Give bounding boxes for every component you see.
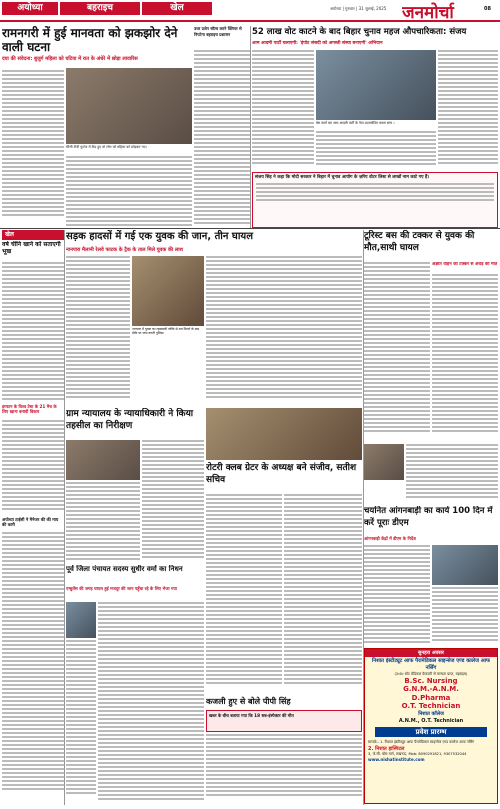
ram-story-header — [2, 26, 192, 66]
police-subhead-box — [206, 710, 362, 732]
bahraich-highlight-text: संजय सिंह ने कहा कि मोदी सरकार ने बिहार में चुनाव आयोग के ज़रिए वोटर लिस्ट से लाखों नाम काटे गए हैं। — [255, 175, 430, 180]
tab-khel[interactable]: खेल — [142, 2, 212, 15]
masthead-logo: जनमोर्चा — [402, 3, 454, 20]
left-subhead: इरफान के विश्व टेस्ट के 21 मैच के लिए खाना बनायी विकार — [2, 404, 57, 415]
ram-body-col2 — [66, 156, 192, 228]
bus-body-col1 — [364, 262, 430, 442]
bahraich-body-col2 — [316, 131, 436, 171]
bahraich-subhead: आम आदमी पार्टी चलाएगी: 'इंपोट संसदी को अगस्ती संस्था बनाएगी' अभियान — [252, 41, 383, 46]
page-number: 08 — [484, 6, 491, 12]
aap-press-photo — [316, 50, 436, 120]
ad-college-label: निशात कॉलेज — [418, 710, 444, 717]
header-rule — [0, 20, 500, 22]
ad-course-bsc: B.Sc. Nursing — [404, 676, 458, 685]
police-subhead: खबर के बीच बताया गया कि 18 सब-इंस्पेक्टर की मौत — [209, 713, 294, 718]
accident-photo — [132, 256, 204, 326]
accident-body-col2 — [206, 256, 362, 406]
left-section-label: खेल — [2, 230, 64, 240]
accident-body-col1 — [66, 256, 130, 406]
anganwadi-photo — [432, 545, 498, 585]
column-rule — [250, 26, 251, 228]
court-headline: ग्राम न्यायालय के न्यायाधिकारी ने किया तहसील का निरीक्षण — [66, 409, 194, 431]
accident-photo-caption: नानपारा में युवक का रहस्यमयी तरीके से शव मिलने के बाद मौके पर जांच करती पुलिस। — [132, 327, 200, 335]
column-rule — [363, 230, 364, 805]
anganwadi-body-col1 — [364, 545, 430, 645]
aap-photo-caption: प्रेस वार्ता कर आप आदमी पार्टी के नेता उपमर्यादित करता सत्य । — [316, 121, 395, 125]
ad-course-ot: O.T. Technician — [401, 702, 461, 711]
police-body — [206, 734, 362, 802]
rotary-body-col1 — [206, 494, 282, 694]
ad-course-gnm: G.N.M.-A.N.M. — [403, 685, 459, 694]
rotary-body-col2 — [284, 494, 362, 694]
ad-recognition: (उ०प्र० स्टेट मेडिकल फैकल्टी से मान्यता प्राप्त, बहराइच) — [394, 672, 468, 677]
bus-photo — [364, 444, 404, 480]
ram-cctv-photo — [66, 68, 192, 144]
nishat-ad[interactable] — [364, 648, 498, 804]
court-body-col1 — [66, 482, 140, 562]
kicker-body — [194, 50, 250, 228]
row-rule — [0, 228, 500, 229]
left-body-2 — [2, 420, 64, 515]
anganwadi-subhead: आंगनबाड़ी केंद्रों में डीएम के निर्देश — [364, 536, 416, 541]
sudhir-headline: पूर्व जिला पंचायत सदस्य सुधीर वर्मा का निधन — [66, 565, 183, 573]
tab-ayodhya[interactable]: अयोध्या — [2, 2, 58, 15]
top-bar — [0, 0, 500, 23]
left-body — [2, 262, 64, 402]
ad-institute-name: निशात इंस्टीट्यूट आफ पैरामेडिकल साइन्सेज एण्ड कालेज आफ नर्सिंग — [371, 658, 491, 671]
accident-subhead: नानपारा मैलानी रेलवे फाटक के ट्रैक के ताल मिले युवक की लाश — [66, 247, 183, 253]
bahraich-body-col3 — [438, 50, 498, 170]
anganwadi-headline: चयनित आंगनबाड़ी का कार्य 100 दिन में करें पूराः डीएम — [364, 506, 493, 528]
ram-body-col1 — [2, 68, 64, 228]
bus-body-col2 — [432, 274, 498, 442]
ad-banner: सुनहरा अवसर — [365, 649, 497, 657]
bus-body-col3 — [406, 444, 498, 504]
bahraich-headline: 52 लाख वोट काटने के बाद बिहार चुनाव महज औपचारिकता: संजय — [252, 27, 467, 37]
ram-headline: रामनगरी में हुई मानवता को झकझोर देने वाली घटना — [2, 26, 178, 54]
court-photo — [66, 440, 140, 480]
sudhir-body-2 — [66, 640, 96, 802]
column-rule — [64, 230, 65, 805]
anganwadi-body-col2 — [432, 587, 498, 645]
accident-headline: सड़क हादसों में गई एक युवक की जान, तीन घायल — [66, 231, 254, 242]
tab-bahraich[interactable]: बहराइच — [60, 2, 140, 15]
ram-subhead: दया की संवेदना: बुजुर्ग महिला को घटिया में रात के अंधेरे में छोड़ा लावारिस — [2, 56, 138, 62]
ad-website[interactable]: www.nishatinstitute.com — [368, 756, 425, 762]
ad-hospital: 2. निशात हास्पिटल — [368, 745, 405, 752]
ad-contact: सम्पर्क:- 1. निशात इंस्टीट्यूट आफ पैरामेडिकल साइन्सेज एण्ड कालेज आफ नर्सिंग — [368, 739, 475, 744]
rotary-headline: रोटरी क्लब ग्रेटर के अध्यक्ष बने संजीव, सतीश सचिव — [206, 463, 357, 485]
ad-phone: 3, जे.सी. बोस मार्ग, लखनऊ, Mob: 8090291821, 9307532044 — [368, 752, 467, 757]
bus-subhead: अज्ञात वाहन की टक्कर से अधेड़ की मौत — [432, 262, 498, 267]
ram-photo-caption: सीसी टीवी फुटेज में कैद हुए वो लोग जो महिला को छोड़कर गए। — [66, 145, 147, 149]
bus-headline: टूरिस्ट बस की टक्कर से युवक की मौत,साथी घायल — [364, 231, 475, 253]
bahraich-highlight-box — [252, 172, 498, 228]
left-headline: वर्ष चीनि खाने को सताएगी भूख — [2, 241, 61, 255]
ad-course-anm: A.N.M., O.T. Technician — [398, 717, 464, 724]
sudhir-subhead: एम्बुलेंस की जगह घायल हुई मजदूर की जान पहुँचा रहे के लिए भेजा गया — [66, 586, 177, 591]
left-footer-headline: अयोध्या टाईसी ने मैनेजर की की माय की कारी — [2, 517, 59, 528]
bahraich-kicker: उधर प्रशेन सॉल्व करने क्लियर से निपटेगा बहराइच प्रशासन — [194, 26, 242, 37]
police-headline: कजली हुए से बोले पीपी सिंह — [206, 697, 291, 706]
sudhir-body — [98, 602, 204, 802]
sudhir-portrait — [66, 602, 96, 638]
ad-admission: प्रवेश प्रारम्भ — [375, 727, 487, 737]
ad-course-dpharma: D.Pharma — [411, 693, 451, 702]
dateline: अयोध्या | गुरुवार | 31 जुलाई, 2025 — [330, 6, 387, 11]
left-body-3 — [2, 532, 64, 802]
bahraich-body-col1 — [252, 50, 314, 170]
rotary-photo — [206, 408, 362, 460]
court-body-col2 — [142, 440, 204, 562]
